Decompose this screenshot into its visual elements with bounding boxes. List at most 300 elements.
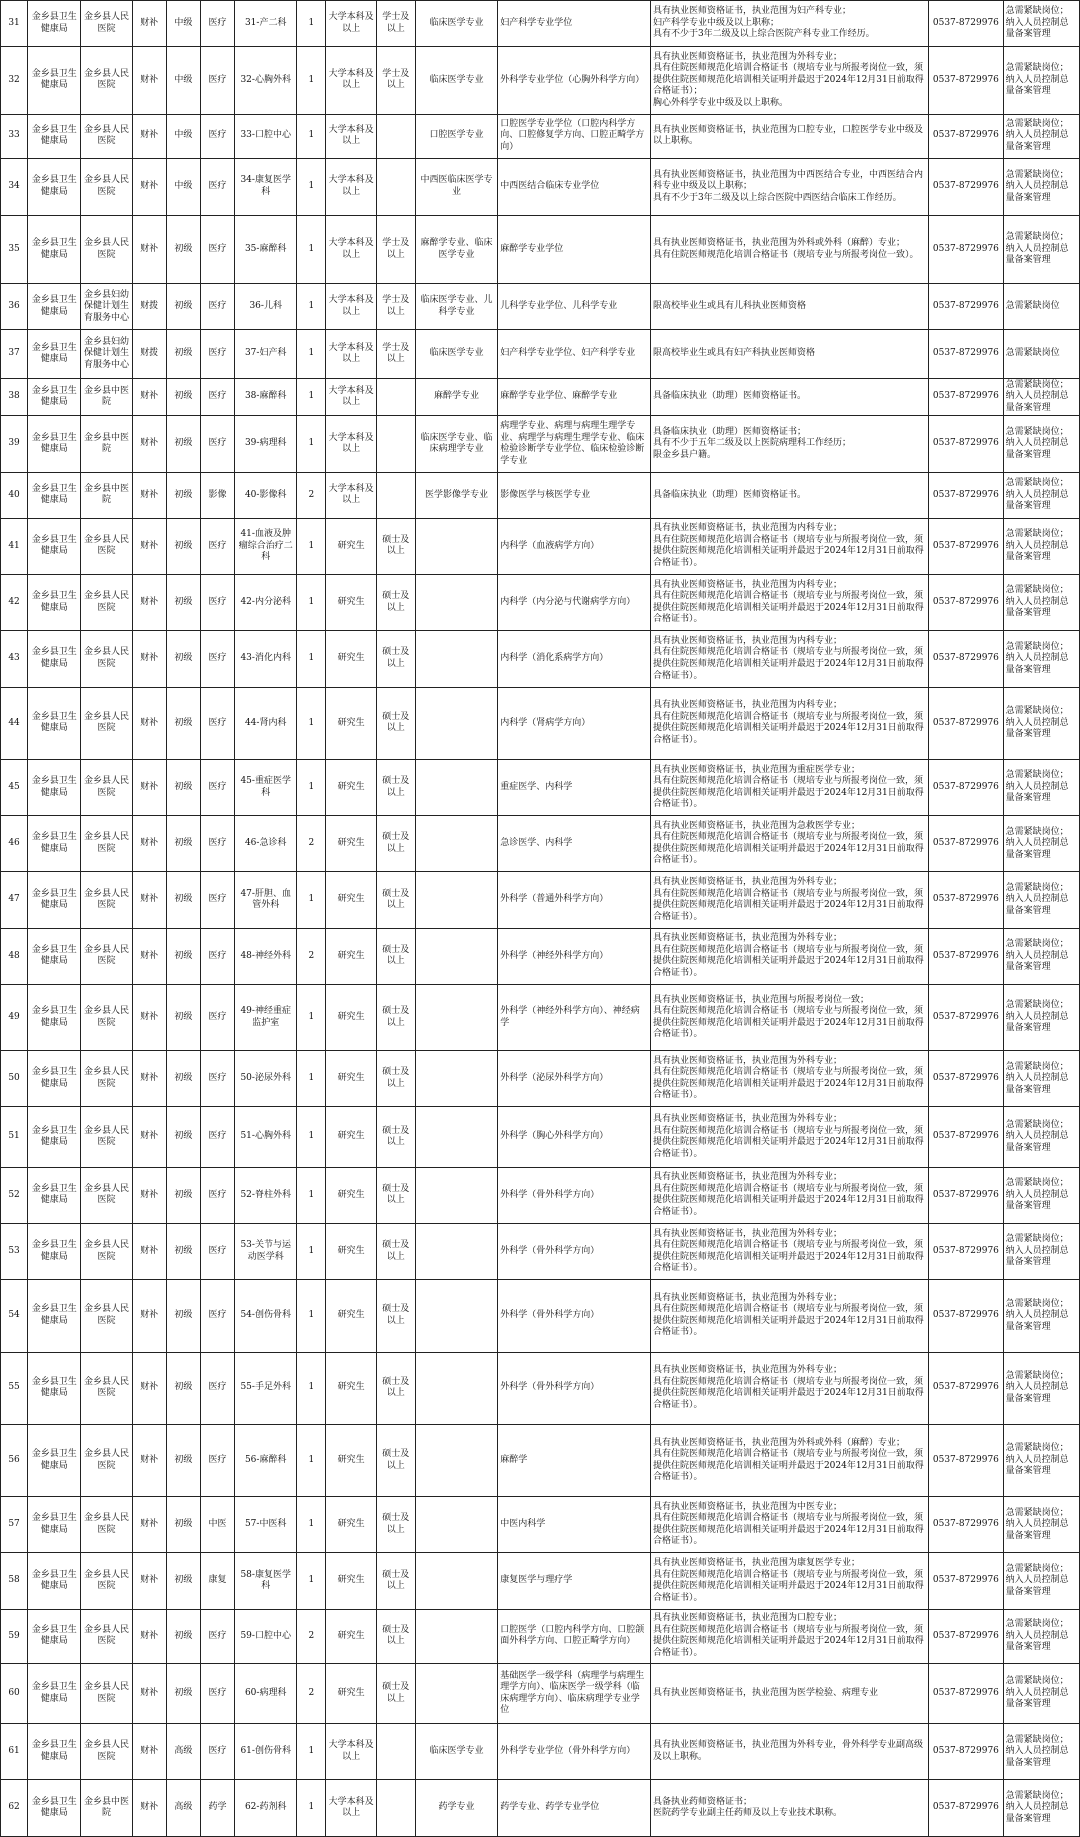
- cell-major-postgrad: 急诊医学、内科学: [498, 816, 651, 872]
- cell-category: 医疗: [200, 518, 234, 574]
- cell-other-requirements: 具有执业医师资格证书，执业范围为外科或外科（麻醉）专业； 具有住院医师规范化培训合格证书（规培专业与所报考岗位一致，须提供住院医师规范化培训相关证明并最迟于2024年12月31日前取得合格证书）。: [650, 1424, 928, 1496]
- cell-position: 53-关节与运动医学科: [235, 1224, 297, 1280]
- cell-category: 药学: [200, 1780, 234, 1837]
- cell-count: 1: [297, 215, 326, 283]
- cell-category: 中医: [200, 1497, 234, 1553]
- cell-education: 大学本科及以上: [326, 1780, 376, 1837]
- table-row: [1, 330, 1080, 378]
- cell-notes: 急需紧缺岗位；纳入人员控制总量备案管理: [1003, 378, 1079, 416]
- cell-degree: 硕士及以上: [376, 1280, 415, 1352]
- cell-level: 高级: [166, 1724, 200, 1780]
- cell-level: 初级: [166, 1224, 200, 1280]
- cell-dept: 金乡县卫生健康局: [28, 1663, 81, 1723]
- cell-level: 初级: [166, 1107, 200, 1167]
- cell-count: 1: [297, 1280, 326, 1352]
- cell-dept: 金乡县卫生健康局: [28, 114, 81, 158]
- cell-other-requirements: 具有执业医师资格证书，执业范围为外科专业； 具有住院医师规范化培训合格证书（规培专业与所报考岗位一致，须提供住院医师规范化培训相关证明并最迟于2024年12月31日前取得合格证书）。: [650, 1167, 928, 1223]
- cell-phone: 0537-8729976: [929, 330, 1003, 378]
- cell-major-postgrad: 中西医结合临床专业学位: [498, 158, 651, 215]
- cell-count: 1: [297, 1, 326, 47]
- cell-degree: 学士及以上: [376, 284, 415, 330]
- cell-other-requirements: 具有执业医师资格证书，执业范围为外科专业； 具有住院医师规范化培训合格证书（规培专业与所报考岗位一致，须提供住院医师规范化培训相关证明并最迟于2024年12月31日前取得合格证书）。: [650, 1051, 928, 1107]
- table-row: [1, 1663, 1080, 1723]
- cell-phone: 0537-8729976: [929, 518, 1003, 574]
- cell-phone: 0537-8729976: [929, 1, 1003, 47]
- cell-education: 研究生: [326, 928, 376, 984]
- table-row: [1, 816, 1080, 872]
- cell-phone: 0537-8729976: [929, 1051, 1003, 1107]
- cell-count: 1: [297, 378, 326, 416]
- cell-no: 44: [1, 687, 28, 759]
- cell-other-requirements: 具有执业医师资格证书，执业范围为内科专业； 具有住院医师规范化培训合格证书（规培专业与所报考岗位一致，须提供住院医师规范化培训相关证明并最迟于2024年12月31日前取得合格证书）。: [650, 631, 928, 687]
- cell-funding: 财补: [132, 1051, 166, 1107]
- cell-position: 35-麻醉科: [235, 215, 297, 283]
- cell-major-bachelor: [415, 1224, 497, 1280]
- cell-count: 1: [297, 1497, 326, 1553]
- cell-funding: 财补: [132, 687, 166, 759]
- cell-funding: 财补: [132, 416, 166, 472]
- cell-major-bachelor: [415, 1107, 497, 1167]
- cell-education: 研究生: [326, 575, 376, 631]
- table-row: [1, 378, 1080, 416]
- cell-phone: 0537-8729976: [929, 1497, 1003, 1553]
- cell-other-requirements: 限高校毕业生或具有儿科执业医师资格: [650, 284, 928, 330]
- table-row: [1, 872, 1080, 928]
- cell-phone: 0537-8729976: [929, 1352, 1003, 1424]
- cell-category: 医疗: [200, 872, 234, 928]
- cell-education: 大学本科及以上: [326, 47, 376, 114]
- cell-dept: 金乡县卫生健康局: [28, 1107, 81, 1167]
- cell-level: 中级: [166, 47, 200, 114]
- cell-education: 研究生: [326, 1107, 376, 1167]
- cell-degree: [376, 158, 415, 215]
- cell-count: 1: [297, 1107, 326, 1167]
- cell-dept: 金乡县卫生健康局: [28, 631, 81, 687]
- cell-education: 大学本科及以上: [326, 158, 376, 215]
- table-row: [1, 1224, 1080, 1280]
- cell-major-bachelor: [415, 1424, 497, 1496]
- cell-dept: 金乡县卫生健康局: [28, 1424, 81, 1496]
- cell-category: 医疗: [200, 1167, 234, 1223]
- cell-dept: 金乡县卫生健康局: [28, 687, 81, 759]
- cell-unit: 金乡县人民医院: [81, 1, 132, 47]
- cell-major-postgrad: 妇产科学专业学位、妇产科学专业: [498, 330, 651, 378]
- cell-other-requirements: 限高校毕业生或具有妇产科执业医师资格: [650, 330, 928, 378]
- cell-degree: 硕士及以上: [376, 928, 415, 984]
- cell-education: 研究生: [326, 872, 376, 928]
- cell-funding: 财补: [132, 47, 166, 114]
- cell-count: 1: [297, 416, 326, 472]
- cell-count: 2: [297, 816, 326, 872]
- cell-funding: 财补: [132, 1663, 166, 1723]
- cell-unit: 金乡县人民医院: [81, 1167, 132, 1223]
- cell-dept: 金乡县卫生健康局: [28, 816, 81, 872]
- cell-unit: 金乡县人民医院: [81, 1107, 132, 1167]
- cell-degree: [376, 1724, 415, 1780]
- cell-no: 51: [1, 1107, 28, 1167]
- cell-dept: 金乡县卫生健康局: [28, 1280, 81, 1352]
- cell-category: 医疗: [200, 158, 234, 215]
- cell-dept: 金乡县卫生健康局: [28, 1780, 81, 1837]
- cell-phone: 0537-8729976: [929, 1609, 1003, 1663]
- cell-position: 58-康复医学科: [235, 1553, 297, 1609]
- cell-unit: 金乡县人民医院: [81, 872, 132, 928]
- cell-funding: 财补: [132, 928, 166, 984]
- cell-major-postgrad: 外科学（骨外科学方向）: [498, 1280, 651, 1352]
- cell-category: 医疗: [200, 631, 234, 687]
- cell-level: 初级: [166, 1352, 200, 1424]
- cell-funding: 财补: [132, 378, 166, 416]
- cell-other-requirements: 具有执业医师资格证书，执业范围为外科专业，骨外科学专业副高级及以上职称。: [650, 1724, 928, 1780]
- cell-degree: 硕士及以上: [376, 1352, 415, 1424]
- cell-major-postgrad: 儿科学专业学位、儿科学专业: [498, 284, 651, 330]
- cell-phone: 0537-8729976: [929, 928, 1003, 984]
- cell-degree: 硕士及以上: [376, 872, 415, 928]
- table-row: [1, 416, 1080, 472]
- cell-notes: 急需紧缺岗位；纳入人员控制总量备案管理: [1003, 928, 1079, 984]
- cell-other-requirements: 具有执业医师资格证书，执业范围为急救医学专业； 具有住院医师规范化培训合格证书（规培专业与所报考岗位一致，须提供住院医师规范化培训相关证明并最迟于2024年12月31日前取得合格证书）。: [650, 816, 928, 872]
- cell-no: 49: [1, 984, 28, 1050]
- cell-position: 45-重症医学科: [235, 759, 297, 815]
- cell-notes: 急需紧缺岗位；纳入人员控制总量备案管理: [1003, 1780, 1079, 1837]
- cell-major-postgrad: 外科学（骨外科学方向）: [498, 1352, 651, 1424]
- cell-unit: 金乡县人民医院: [81, 759, 132, 815]
- cell-no: 35: [1, 215, 28, 283]
- table-row: [1, 1724, 1080, 1780]
- cell-major-postgrad: 药学专业、药学专业学位: [498, 1780, 651, 1837]
- table-row: [1, 687, 1080, 759]
- cell-major-bachelor: [415, 1352, 497, 1424]
- cell-dept: 金乡县卫生健康局: [28, 872, 81, 928]
- cell-dept: 金乡县卫生健康局: [28, 472, 81, 518]
- cell-category: 医疗: [200, 1724, 234, 1780]
- table-row: [1, 928, 1080, 984]
- cell-phone: 0537-8729976: [929, 1280, 1003, 1352]
- cell-position: 59-口腔中心: [235, 1609, 297, 1663]
- cell-notes: 急需紧缺岗位；纳入人员控制总量备案管理: [1003, 984, 1079, 1050]
- cell-major-bachelor: [415, 872, 497, 928]
- cell-position: 41-血液及肿瘤综合治疗二科: [235, 518, 297, 574]
- cell-count: 1: [297, 631, 326, 687]
- cell-phone: 0537-8729976: [929, 378, 1003, 416]
- cell-phone: 0537-8729976: [929, 984, 1003, 1050]
- cell-dept: 金乡县卫生健康局: [28, 284, 81, 330]
- cell-major-bachelor: 临床医学专业: [415, 1, 497, 47]
- cell-category: 医疗: [200, 330, 234, 378]
- cell-level: 初级: [166, 1663, 200, 1723]
- cell-major-postgrad: 病理学专业、病理与病理生理学专业、病理学与病理生理学专业、临床检验诊断学专业学位、临床检验诊断学专业: [498, 416, 651, 472]
- cell-major-postgrad: 内科学（内分泌与代谢病学方向）: [498, 575, 651, 631]
- cell-phone: 0537-8729976: [929, 1107, 1003, 1167]
- cell-degree: 硕士及以上: [376, 1107, 415, 1167]
- cell-major-postgrad: 麻醉学专业学位: [498, 215, 651, 283]
- cell-dept: 金乡县卫生健康局: [28, 1497, 81, 1553]
- cell-major-postgrad: 麻醉学: [498, 1424, 651, 1496]
- cell-unit: 金乡县人民医院: [81, 631, 132, 687]
- cell-degree: 硕士及以上: [376, 687, 415, 759]
- cell-other-requirements: 具有执业医师资格证书，执业范围为妇产科专业； 妇产科学专业中级及以上职称； 具有不少于3年二级及以上综合医院产科专业工作经历。: [650, 1, 928, 47]
- cell-unit: 金乡县中医院: [81, 416, 132, 472]
- cell-notes: 急需紧缺岗位；纳入人员控制总量备案管理: [1003, 687, 1079, 759]
- cell-notes: 急需紧缺岗位；纳入人员控制总量备案管理: [1003, 1224, 1079, 1280]
- cell-other-requirements: 具有执业医师资格证书，执业范围为康复医学专业； 具有住院医师规范化培训合格证书（规培专业与所报考岗位一致，须提供住院医师规范化培训相关证明并最迟于2024年12月31日前取得合格证书）。: [650, 1553, 928, 1609]
- cell-no: 50: [1, 1051, 28, 1107]
- cell-notes: 急需紧缺岗位；纳入人员控制总量备案管理: [1003, 575, 1079, 631]
- cell-education: 大学本科及以上: [326, 330, 376, 378]
- cell-degree: 硕士及以上: [376, 1609, 415, 1663]
- table-row: [1, 1167, 1080, 1223]
- cell-education: 大学本科及以上: [326, 378, 376, 416]
- cell-other-requirements: 具有执业医师资格证书，执业范围为内科专业； 具有住院医师规范化培训合格证书（规培专业与所报考岗位一致，须提供住院医师规范化培训相关证明并最迟于2024年12月31日前取得合格证书）。: [650, 575, 928, 631]
- cell-dept: 金乡县卫生健康局: [28, 1609, 81, 1663]
- cell-notes: 急需紧缺岗位；纳入人员控制总量备案管理: [1003, 872, 1079, 928]
- table-row: [1, 472, 1080, 518]
- cell-phone: 0537-8729976: [929, 1780, 1003, 1837]
- cell-funding: 财补: [132, 1280, 166, 1352]
- cell-position: 39-病理科: [235, 416, 297, 472]
- cell-major-postgrad: 口腔医学（口腔内科学方向、口腔颌面外科学方向、口腔正畸学方向）: [498, 1609, 651, 1663]
- cell-level: 中级: [166, 158, 200, 215]
- cell-other-requirements: 具有执业医师资格证书，执业范围为口腔专业，口腔医学专业中级及以上职称。: [650, 114, 928, 158]
- cell-notes: 急需紧缺岗位；纳入人员控制总量备案管理: [1003, 518, 1079, 574]
- cell-notes: 急需紧缺岗位；纳入人员控制总量备案管理: [1003, 1352, 1079, 1424]
- cell-education: 研究生: [326, 1167, 376, 1223]
- cell-position: 54-创伤骨科: [235, 1280, 297, 1352]
- cell-category: 医疗: [200, 1609, 234, 1663]
- cell-no: 40: [1, 472, 28, 518]
- cell-phone: 0537-8729976: [929, 1424, 1003, 1496]
- cell-count: 1: [297, 1224, 326, 1280]
- cell-category: 医疗: [200, 416, 234, 472]
- cell-unit: 金乡县人民医院: [81, 816, 132, 872]
- cell-funding: 财补: [132, 816, 166, 872]
- cell-notes: 急需紧缺岗位；纳入人员控制总量备案管理: [1003, 1553, 1079, 1609]
- cell-unit: 金乡县人民医院: [81, 1051, 132, 1107]
- table-row: [1, 759, 1080, 815]
- cell-funding: 财补: [132, 1, 166, 47]
- cell-level: 初级: [166, 378, 200, 416]
- cell-unit: 金乡县人民医院: [81, 984, 132, 1050]
- cell-other-requirements: 具有执业医师资格证书，执业范围为口腔专业； 具有住院医师规范化培训合格证书（规培专业与所报考岗位一致，须提供住院医师规范化培训相关证明并最迟于2024年12月31日前取得合格证书）。: [650, 1609, 928, 1663]
- cell-no: 43: [1, 631, 28, 687]
- cell-education: 研究生: [326, 1280, 376, 1352]
- cell-phone: 0537-8729976: [929, 1167, 1003, 1223]
- cell-unit: 金乡县中医院: [81, 1780, 132, 1837]
- cell-position: 46-急诊科: [235, 816, 297, 872]
- cell-position: 36-儿科: [235, 284, 297, 330]
- cell-education: 大学本科及以上: [326, 114, 376, 158]
- cell-no: 58: [1, 1553, 28, 1609]
- cell-other-requirements: 具有执业医师资格证书，执业范围为外科专业； 具有住院医师规范化培训合格证书（规培专业与所报考岗位一致，须提供住院医师规范化培训相关证明并最迟于2024年12月31日前取得合格证书）。: [650, 1352, 928, 1424]
- cell-unit: 金乡县人民医院: [81, 1224, 132, 1280]
- cell-other-requirements: 具有执业医师资格证书，执业范围为外科或外科（麻醉）专业； 具有住院医师规范化培训合格证书（规培专业与所报考岗位一致）。: [650, 215, 928, 283]
- cell-dept: 金乡县卫生健康局: [28, 518, 81, 574]
- cell-level: 初级: [166, 1280, 200, 1352]
- cell-dept: 金乡县卫生健康局: [28, 1352, 81, 1424]
- cell-other-requirements: 具有执业医师资格证书，执业范围为中医专业； 具有住院医师规范化培训合格证书（规培专业与所报考岗位一致，须提供住院医师规范化培训相关证明并最迟于2024年12月31日前取得合格证书）。: [650, 1497, 928, 1553]
- cell-funding: 财补: [132, 1553, 166, 1609]
- cell-position: 37-妇产科: [235, 330, 297, 378]
- cell-level: 初级: [166, 1497, 200, 1553]
- cell-other-requirements: 具备执业药师资格证书； 医院药学专业副主任药师及以上专业技术职称。: [650, 1780, 928, 1837]
- cell-category: 医疗: [200, 1663, 234, 1723]
- cell-no: 62: [1, 1780, 28, 1837]
- cell-level: 初级: [166, 518, 200, 574]
- cell-notes: 急需紧缺岗位；纳入人员控制总量备案管理: [1003, 1609, 1079, 1663]
- cell-count: 2: [297, 472, 326, 518]
- cell-funding: 财补: [132, 631, 166, 687]
- cell-position: 40-影像科: [235, 472, 297, 518]
- cell-degree: 硕士及以上: [376, 1553, 415, 1609]
- cell-degree: 硕士及以上: [376, 575, 415, 631]
- table-row: [1, 1497, 1080, 1553]
- cell-position: 57-中医科: [235, 1497, 297, 1553]
- cell-degree: [376, 378, 415, 416]
- cell-count: 1: [297, 1780, 326, 1837]
- cell-funding: 财补: [132, 472, 166, 518]
- cell-major-bachelor: 口腔医学专业: [415, 114, 497, 158]
- cell-unit: 金乡县人民医院: [81, 928, 132, 984]
- cell-major-postgrad: 外科学（泌尿外科学方向）: [498, 1051, 651, 1107]
- cell-category: 医疗: [200, 1352, 234, 1424]
- cell-level: 初级: [166, 872, 200, 928]
- cell-degree: 硕士及以上: [376, 759, 415, 815]
- cell-major-bachelor: [415, 518, 497, 574]
- cell-no: 36: [1, 284, 28, 330]
- cell-other-requirements: 具有执业医师资格证书，执业范围为外科专业； 具有住院医师规范化培训合格证书（规培专业与所报考岗位一致，须提供住院医师规范化培训相关证明并最迟于2024年12月31日前取得合格证书）； 胸心外科学专业中级及以上职称。: [650, 47, 928, 114]
- cell-level: 中级: [166, 114, 200, 158]
- cell-no: 41: [1, 518, 28, 574]
- cell-degree: 学士及以上: [376, 215, 415, 283]
- cell-unit: 金乡县中医院: [81, 378, 132, 416]
- cell-no: 34: [1, 158, 28, 215]
- cell-no: 61: [1, 1724, 28, 1780]
- cell-other-requirements: 具有执业医师资格证书，执业范围为外科专业； 具有住院医师规范化培训合格证书（规培专业与所报考岗位一致，须提供住院医师规范化培训相关证明并最迟于2024年12月31日前取得合格证书）。: [650, 1280, 928, 1352]
- cell-major-postgrad: 口腔医学专业学位（口腔内科学方向、口腔修复学方向、口腔正畸学方向）: [498, 114, 651, 158]
- table-row: [1, 1553, 1080, 1609]
- cell-other-requirements: 具有执业医师资格证书，执业范围为外科专业； 具有住院医师规范化培训合格证书（规培专业与所报考岗位一致，须提供住院医师规范化培训相关证明并最迟于2024年12月31日前取得合格证书）。: [650, 872, 928, 928]
- cell-funding: 财补: [132, 1167, 166, 1223]
- cell-dept: 金乡县卫生健康局: [28, 1051, 81, 1107]
- cell-phone: 0537-8729976: [929, 816, 1003, 872]
- cell-level: 初级: [166, 759, 200, 815]
- cell-position: 47-肝胆、血管外科: [235, 872, 297, 928]
- cell-major-bachelor: [415, 816, 497, 872]
- cell-level: 初级: [166, 575, 200, 631]
- cell-unit: 金乡县人民医院: [81, 114, 132, 158]
- cell-major-postgrad: 影像医学与核医学专业: [498, 472, 651, 518]
- cell-phone: 0537-8729976: [929, 284, 1003, 330]
- cell-funding: 财补: [132, 1497, 166, 1553]
- cell-funding: 财补: [132, 759, 166, 815]
- cell-phone: 0537-8729976: [929, 416, 1003, 472]
- cell-count: 2: [297, 928, 326, 984]
- cell-education: 研究生: [326, 984, 376, 1050]
- cell-level: 初级: [166, 416, 200, 472]
- cell-major-bachelor: [415, 1167, 497, 1223]
- cell-major-bachelor: [415, 1553, 497, 1609]
- cell-notes: 急需紧缺岗位；纳入人员控制总量备案管理: [1003, 1424, 1079, 1496]
- cell-degree: 硕士及以上: [376, 1224, 415, 1280]
- cell-no: 59: [1, 1609, 28, 1663]
- cell-count: 1: [297, 330, 326, 378]
- cell-other-requirements: 具备临床执业（助理）医师资格证书； 具有不少于五年二级及以上医院病理科工作经历； 限金乡县户籍。: [650, 416, 928, 472]
- cell-notes: 急需紧缺岗位；纳入人员控制总量备案管理: [1003, 759, 1079, 815]
- cell-category: 医疗: [200, 1051, 234, 1107]
- cell-education: 研究生: [326, 1609, 376, 1663]
- cell-category: 医疗: [200, 1424, 234, 1496]
- cell-no: 55: [1, 1352, 28, 1424]
- cell-funding: 财补: [132, 1107, 166, 1167]
- cell-count: 2: [297, 1609, 326, 1663]
- cell-dept: 金乡县卫生健康局: [28, 1224, 81, 1280]
- cell-phone: 0537-8729976: [929, 631, 1003, 687]
- cell-major-postgrad: 外科学（骨外科学方向）: [498, 1167, 651, 1223]
- cell-education: 研究生: [326, 816, 376, 872]
- cell-position: 44-肾内科: [235, 687, 297, 759]
- cell-major-bachelor: 中西医临床医学专业: [415, 158, 497, 215]
- cell-no: 31: [1, 1, 28, 47]
- cell-phone: 0537-8729976: [929, 215, 1003, 283]
- cell-position: 61-创伤骨科: [235, 1724, 297, 1780]
- cell-other-requirements: 具有执业医师资格证书，执业范围为外科专业； 具有住院医师规范化培训合格证书（规培专业与所报考岗位一致，须提供住院医师规范化培训相关证明并最迟于2024年12月31日前取得合格证书）。: [650, 1224, 928, 1280]
- cell-category: 医疗: [200, 687, 234, 759]
- cell-unit: 金乡县人民医院: [81, 47, 132, 114]
- cell-count: 1: [297, 518, 326, 574]
- cell-major-postgrad: 中医内科学: [498, 1497, 651, 1553]
- cell-level: 初级: [166, 284, 200, 330]
- cell-category: 医疗: [200, 575, 234, 631]
- cell-no: 46: [1, 816, 28, 872]
- cell-dept: 金乡县卫生健康局: [28, 928, 81, 984]
- cell-level: 初级: [166, 816, 200, 872]
- cell-phone: 0537-8729976: [929, 114, 1003, 158]
- cell-degree: [376, 416, 415, 472]
- cell-major-postgrad: 外科学专业学位（骨外科学方向）: [498, 1724, 651, 1780]
- cell-degree: 学士及以上: [376, 330, 415, 378]
- cell-no: 42: [1, 575, 28, 631]
- cell-education: 研究生: [326, 518, 376, 574]
- cell-count: 1: [297, 1167, 326, 1223]
- table-row: [1, 1352, 1080, 1424]
- cell-no: 37: [1, 330, 28, 378]
- cell-funding: 财补: [132, 1352, 166, 1424]
- cell-category: 医疗: [200, 1107, 234, 1167]
- cell-phone: 0537-8729976: [929, 158, 1003, 215]
- cell-no: 48: [1, 928, 28, 984]
- cell-other-requirements: 具备临床执业（助理）医师资格证书。: [650, 378, 928, 416]
- cell-no: 33: [1, 114, 28, 158]
- cell-level: 初级: [166, 1609, 200, 1663]
- cell-degree: 硕士及以上: [376, 1497, 415, 1553]
- table-row: [1, 284, 1080, 330]
- cell-other-requirements: 具有执业医师资格证书，执业范围为重症医学专业； 具有住院医师规范化培训合格证书（规培专业与所报考岗位一致，须提供住院医师规范化培训相关证明并最迟于2024年12月31日前取得合格证书）。: [650, 759, 928, 815]
- cell-degree: 学士及以上: [376, 47, 415, 114]
- cell-major-bachelor: [415, 687, 497, 759]
- cell-no: 47: [1, 872, 28, 928]
- table-row: [1, 984, 1080, 1050]
- cell-major-bachelor: 临床医学专业、儿科学专业: [415, 284, 497, 330]
- cell-funding: 财补: [132, 518, 166, 574]
- cell-major-postgrad: 外科学（普通外科学方向）: [498, 872, 651, 928]
- cell-no: 54: [1, 1280, 28, 1352]
- cell-position: 56-麻醉科: [235, 1424, 297, 1496]
- cell-dept: 金乡县卫生健康局: [28, 1167, 81, 1223]
- cell-dept: 金乡县卫生健康局: [28, 215, 81, 283]
- cell-major-bachelor: [415, 575, 497, 631]
- cell-major-postgrad: 麻醉学专业学位、麻醉学专业: [498, 378, 651, 416]
- cell-dept: 金乡县卫生健康局: [28, 47, 81, 114]
